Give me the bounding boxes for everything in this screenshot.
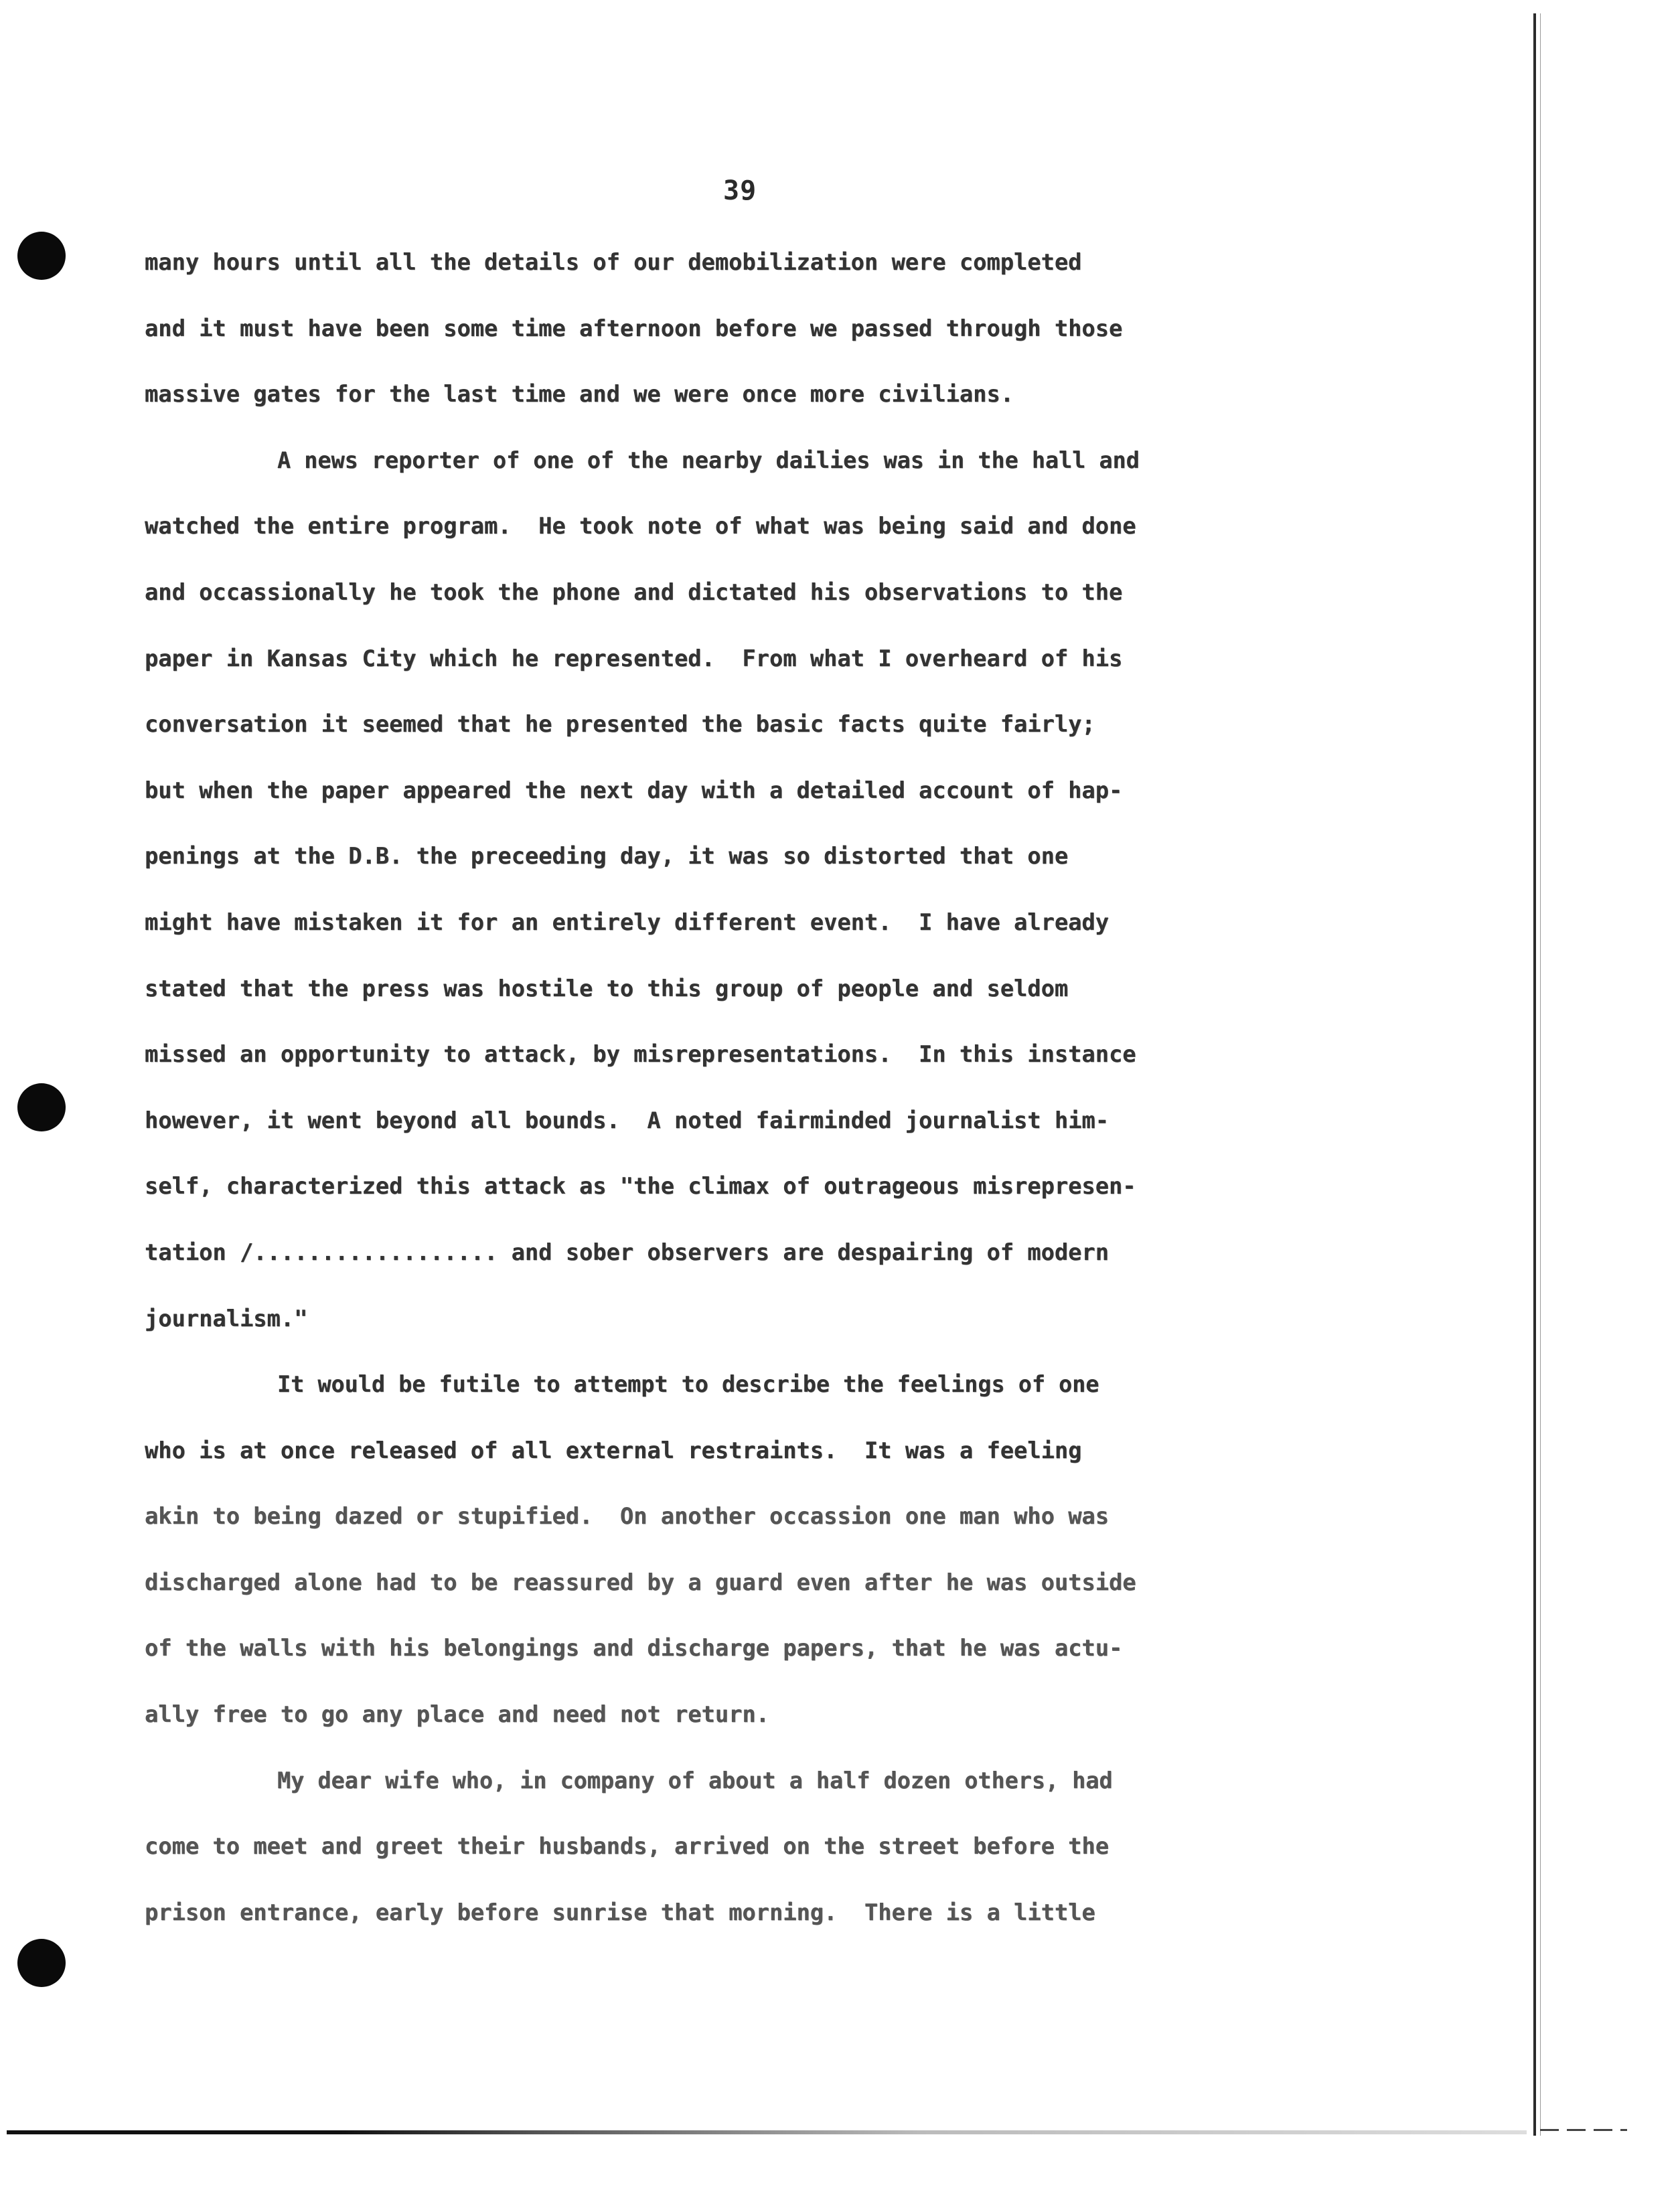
text-line: self, characterized this attack as "the climax of outrageous misrepresen- <box>145 1173 1136 1200</box>
punch-hole-bottom <box>17 1939 66 1987</box>
text-line: conversation it seemed that he presented the basic facts quite fairly; <box>145 711 1095 738</box>
punch-hole-middle <box>17 1083 66 1131</box>
text-line: It would be futile to attempt to describe the feelings of one <box>277 1371 1099 1398</box>
text-line: journalism." <box>145 1305 308 1332</box>
paper-bottom-edge <box>7 2130 1527 2134</box>
text-line: massive gates for the last time and we were once more civilians. <box>145 381 1014 408</box>
text-line: however, it went beyond all bounds. A noted fairminded journalist him- <box>145 1107 1109 1133</box>
text-line: ally free to go any place and need not return. <box>145 1701 769 1728</box>
text-line: stated that the press was hostile to this group of people and seldom <box>145 975 1069 1002</box>
text-line: discharged alone had to be reassured by a guard even after he was outside <box>145 1569 1136 1595</box>
text-line: might have mistaken it for an entirely different event. I have already <box>145 908 1109 935</box>
text-line: paper in Kansas City which he represented. From what I overheard of his <box>145 645 1123 672</box>
body-text <box>145 242 1403 1958</box>
paper-right-edge <box>1533 13 1536 2136</box>
text-line: and occassionally he took the phone and dictated his observations to the <box>145 578 1123 605</box>
text-line: A news reporter of one of the nearby dailies was in the hall and <box>277 447 1140 473</box>
paper-right-edge-shadow <box>1540 13 1541 2136</box>
text-line: many hours until all the details of our demobilization were completed <box>145 249 1082 275</box>
text-line: tation /.................. and sober observers are despairing of modern <box>145 1239 1109 1265</box>
page-number: 39 <box>723 175 757 206</box>
text-line: prison entrance, early before sunrise that morning. There is a little <box>145 1899 1095 1925</box>
text-line: of the walls with his belongings and discharge papers, that he was actu- <box>145 1635 1123 1662</box>
text-line: who is at once released of all external restraints. It was a feeling <box>145 1437 1082 1464</box>
text-line: penings at the D.B. the preceeding day, it was so distorted that one <box>145 843 1069 870</box>
text-line: and it must have been some time afternoon before we passed through those <box>145 315 1123 341</box>
text-line: but when the paper appeared the next day with a detailed account of hap- <box>145 777 1123 803</box>
text-line: My dear wife who, in company of about a half dozen others, had <box>277 1767 1113 1794</box>
text-line: come to meet and greet their husbands, arrived on the street before the <box>145 1833 1109 1860</box>
paper-bottom-edge-dashes <box>1540 2129 1627 2131</box>
text-line: missed an opportunity to attack, by misrepresentations. In this instance <box>145 1041 1136 1068</box>
text-line: akin to being dazed or stupified. On another occassion one man who was <box>145 1503 1109 1530</box>
text-line: watched the entire program. He took note of what was being said and done <box>145 513 1136 540</box>
punch-hole-top <box>17 232 66 280</box>
